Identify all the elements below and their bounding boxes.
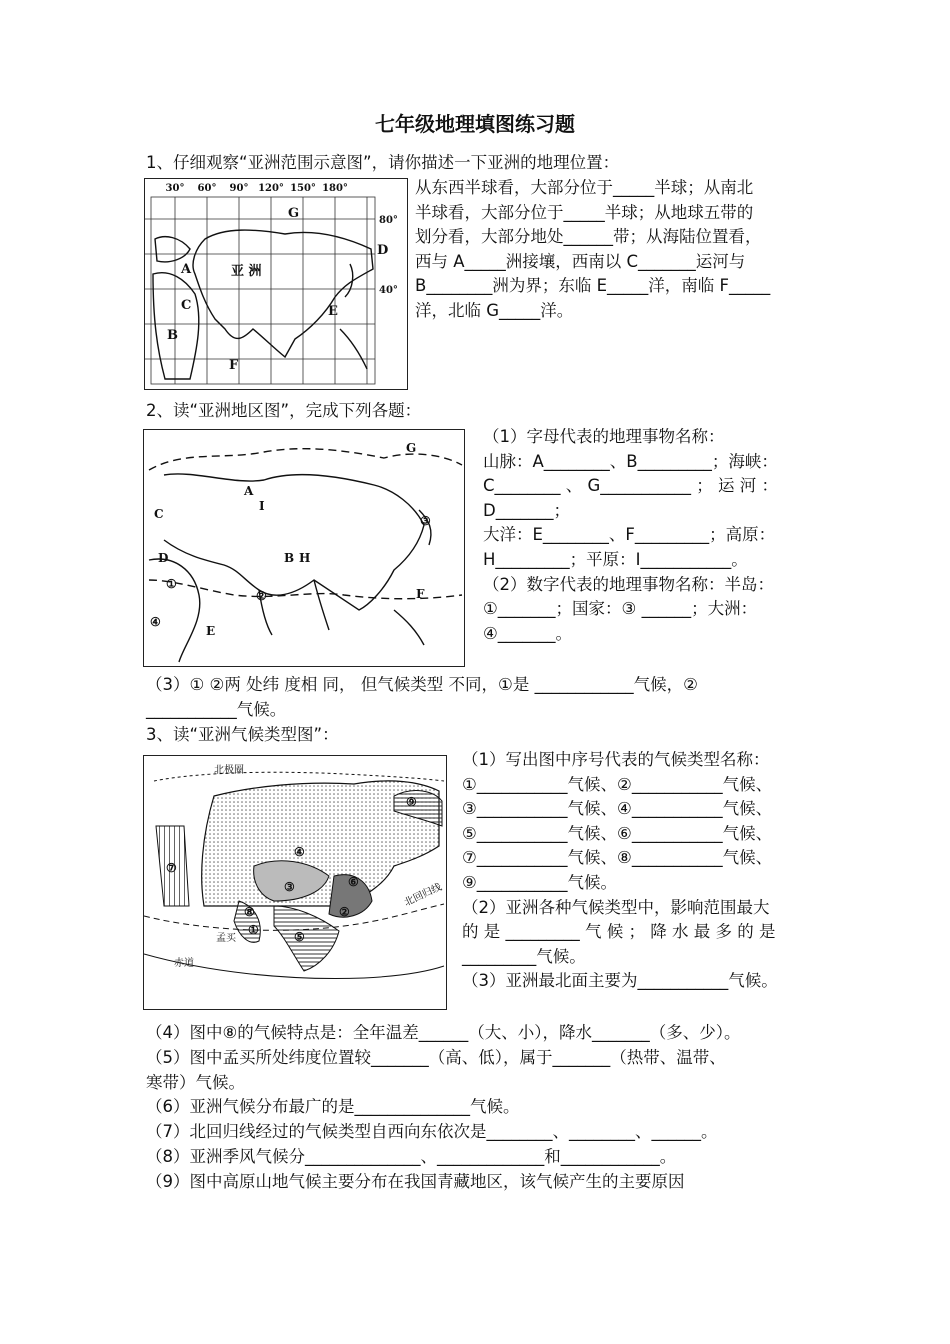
lon-label: 180° [322,183,348,194]
text-line: （7）北回归线经过的气候类型自西向东依次是________、________、______。 [146,1122,718,1142]
map-number: ⑤ [294,930,305,944]
asia-range-map [144,178,408,390]
lat-label: 40° [379,285,398,296]
text-line: D_______； [483,500,570,520]
text-line: C________ 、 G___________ ； 运 河 ： [483,476,779,496]
map-letter: E [328,304,338,319]
text-line: （3）① ②两 处纬 度相 同， 但气候类型 不同，①是 ____________气候，② [146,675,698,694]
text-line: B________洲为界；东临 E_____洋，南临 F_____ [415,276,771,296]
text-line: （1）写出图中序号代表的气候类型名称： [462,750,770,769]
lon-label: 30° [165,183,185,194]
asia-climate-map [143,755,447,1010]
text-line: 半球看，大部分位于_____半球；从地球五带的 [415,202,754,222]
text-line: ③___________气候、④___________气候、 [462,799,773,819]
text-line: （2）亚洲各种气候类型中，影响范围最大 [462,897,770,917]
map-region-label: 亚 洲 [231,264,262,279]
text-line: ⑨___________气候。 [462,872,618,892]
map-letter: D [158,551,169,565]
map-number: ② [256,589,267,603]
q3-text [462,748,778,994]
map-number: ② [339,905,350,919]
map-letter: A [181,262,192,277]
map-letter: D [377,243,389,258]
map-number: ⑥ [348,875,359,889]
map-letter: B [167,328,178,343]
text-line: （5）图中孟买所处纬度位置较_______（高、低），属于_______（热带、温带、 [146,1047,726,1067]
page-title: 七年级地理填图练习题 [375,112,575,136]
text-line: （6）亚洲气候分布最广的是______________气候。 [146,1097,520,1117]
q2-text [483,425,778,646]
map-number: ⑧ [244,905,255,919]
text-line: H_________；平原：I___________。 [483,549,748,569]
map-letter: E [206,624,216,638]
map-letter: A [244,484,254,498]
map-number: ③ [420,514,431,528]
arctic-circle-label: 北极圈 [214,765,244,776]
text-line: 西与 A_____洲接壤，西南以 C_______运河与 [415,251,746,271]
text-line: 的 是 _________ 气 候 ； 降 水 最 多 的 是 [462,922,776,942]
text-line: ④_______。 [483,623,573,643]
map-letter: G [288,206,300,221]
map-letter: I [259,499,265,513]
q2-part3 [146,673,698,722]
map-letter: B [284,551,295,565]
tropic-label: 北回归线 [402,881,444,909]
text-line: （1）字母代表的地理事物名称： [483,427,725,446]
asia-region-map [143,429,465,667]
mumbai-label: 孟买 [216,933,236,944]
text-line: 从东西半球看，大部分位于_____半球；从南北 [415,178,754,197]
text-line: ①___________气候、②___________气候、 [462,774,773,794]
lon-label: 150° [290,183,316,194]
q3-bottom-text [146,1021,741,1195]
text-line: （9）图中高原山地气候主要分布在我国青藏地区，该气候产生的主要原因 [146,1171,685,1191]
equator-label: 赤道 [174,958,194,969]
text-line: 寒带）气候。 [146,1072,245,1092]
map-number: ④ [150,615,161,629]
text-line: ___________气候。 [146,699,287,719]
text-line: 山脉：A________、B_________；海峡： [483,451,778,471]
text-line: ⑤___________气候、⑥___________气候、 [462,823,773,843]
text-line: ⑦___________气候、⑧___________气候、 [462,848,773,868]
q1-heading: 1、仔细观察“亚洲范围示意图”，请你描述一下亚洲的地理位置： [146,153,620,172]
map-letter: C [154,507,164,521]
text-line: 划分看，大部分地处______带；从海陆位置看， [415,227,762,247]
map-number: ⑦ [166,861,177,875]
map-number: ⑨ [406,795,417,809]
lat-label: 80° [379,215,398,226]
map-letter: F [229,358,239,373]
text-line: （8）亚洲季风气候分______________、_____________和____________。 [146,1146,677,1166]
lon-label: 60° [197,183,217,194]
map-letter: F [416,587,425,601]
q3-heading: 3、读“亚洲气候类型图”： [146,725,339,744]
map-letter: G [406,441,417,455]
map-number: ④ [294,845,305,859]
text-line: （2）数字代表的地理事物名称：半岛： [483,574,774,594]
text-line: _________气候。 [462,946,586,966]
map-number: ① [248,923,259,937]
text-line: （4）图中⑧的气候特点是：全年温差______（大、小），降水_______（多、少）。 [146,1023,741,1042]
q2-heading: 2、读“亚洲地区图”，完成下列各题： [146,401,422,420]
text-line: ①_______；国家：③ ______；大洲： [483,599,758,619]
text-line: 洋，北临 G_____洋。 [415,300,574,320]
map-letter: C [181,298,192,313]
text-line: 大洋：E________、F_________；高原： [483,525,776,545]
map-number: ① [166,577,177,591]
map-number: ③ [284,880,295,894]
text-line: （3）亚洲最北面主要为___________气候。 [462,971,778,991]
q1-text [415,176,770,324]
lon-label: 120° [258,183,284,194]
lon-label: 90° [229,183,249,194]
map-letter: H [299,551,311,565]
